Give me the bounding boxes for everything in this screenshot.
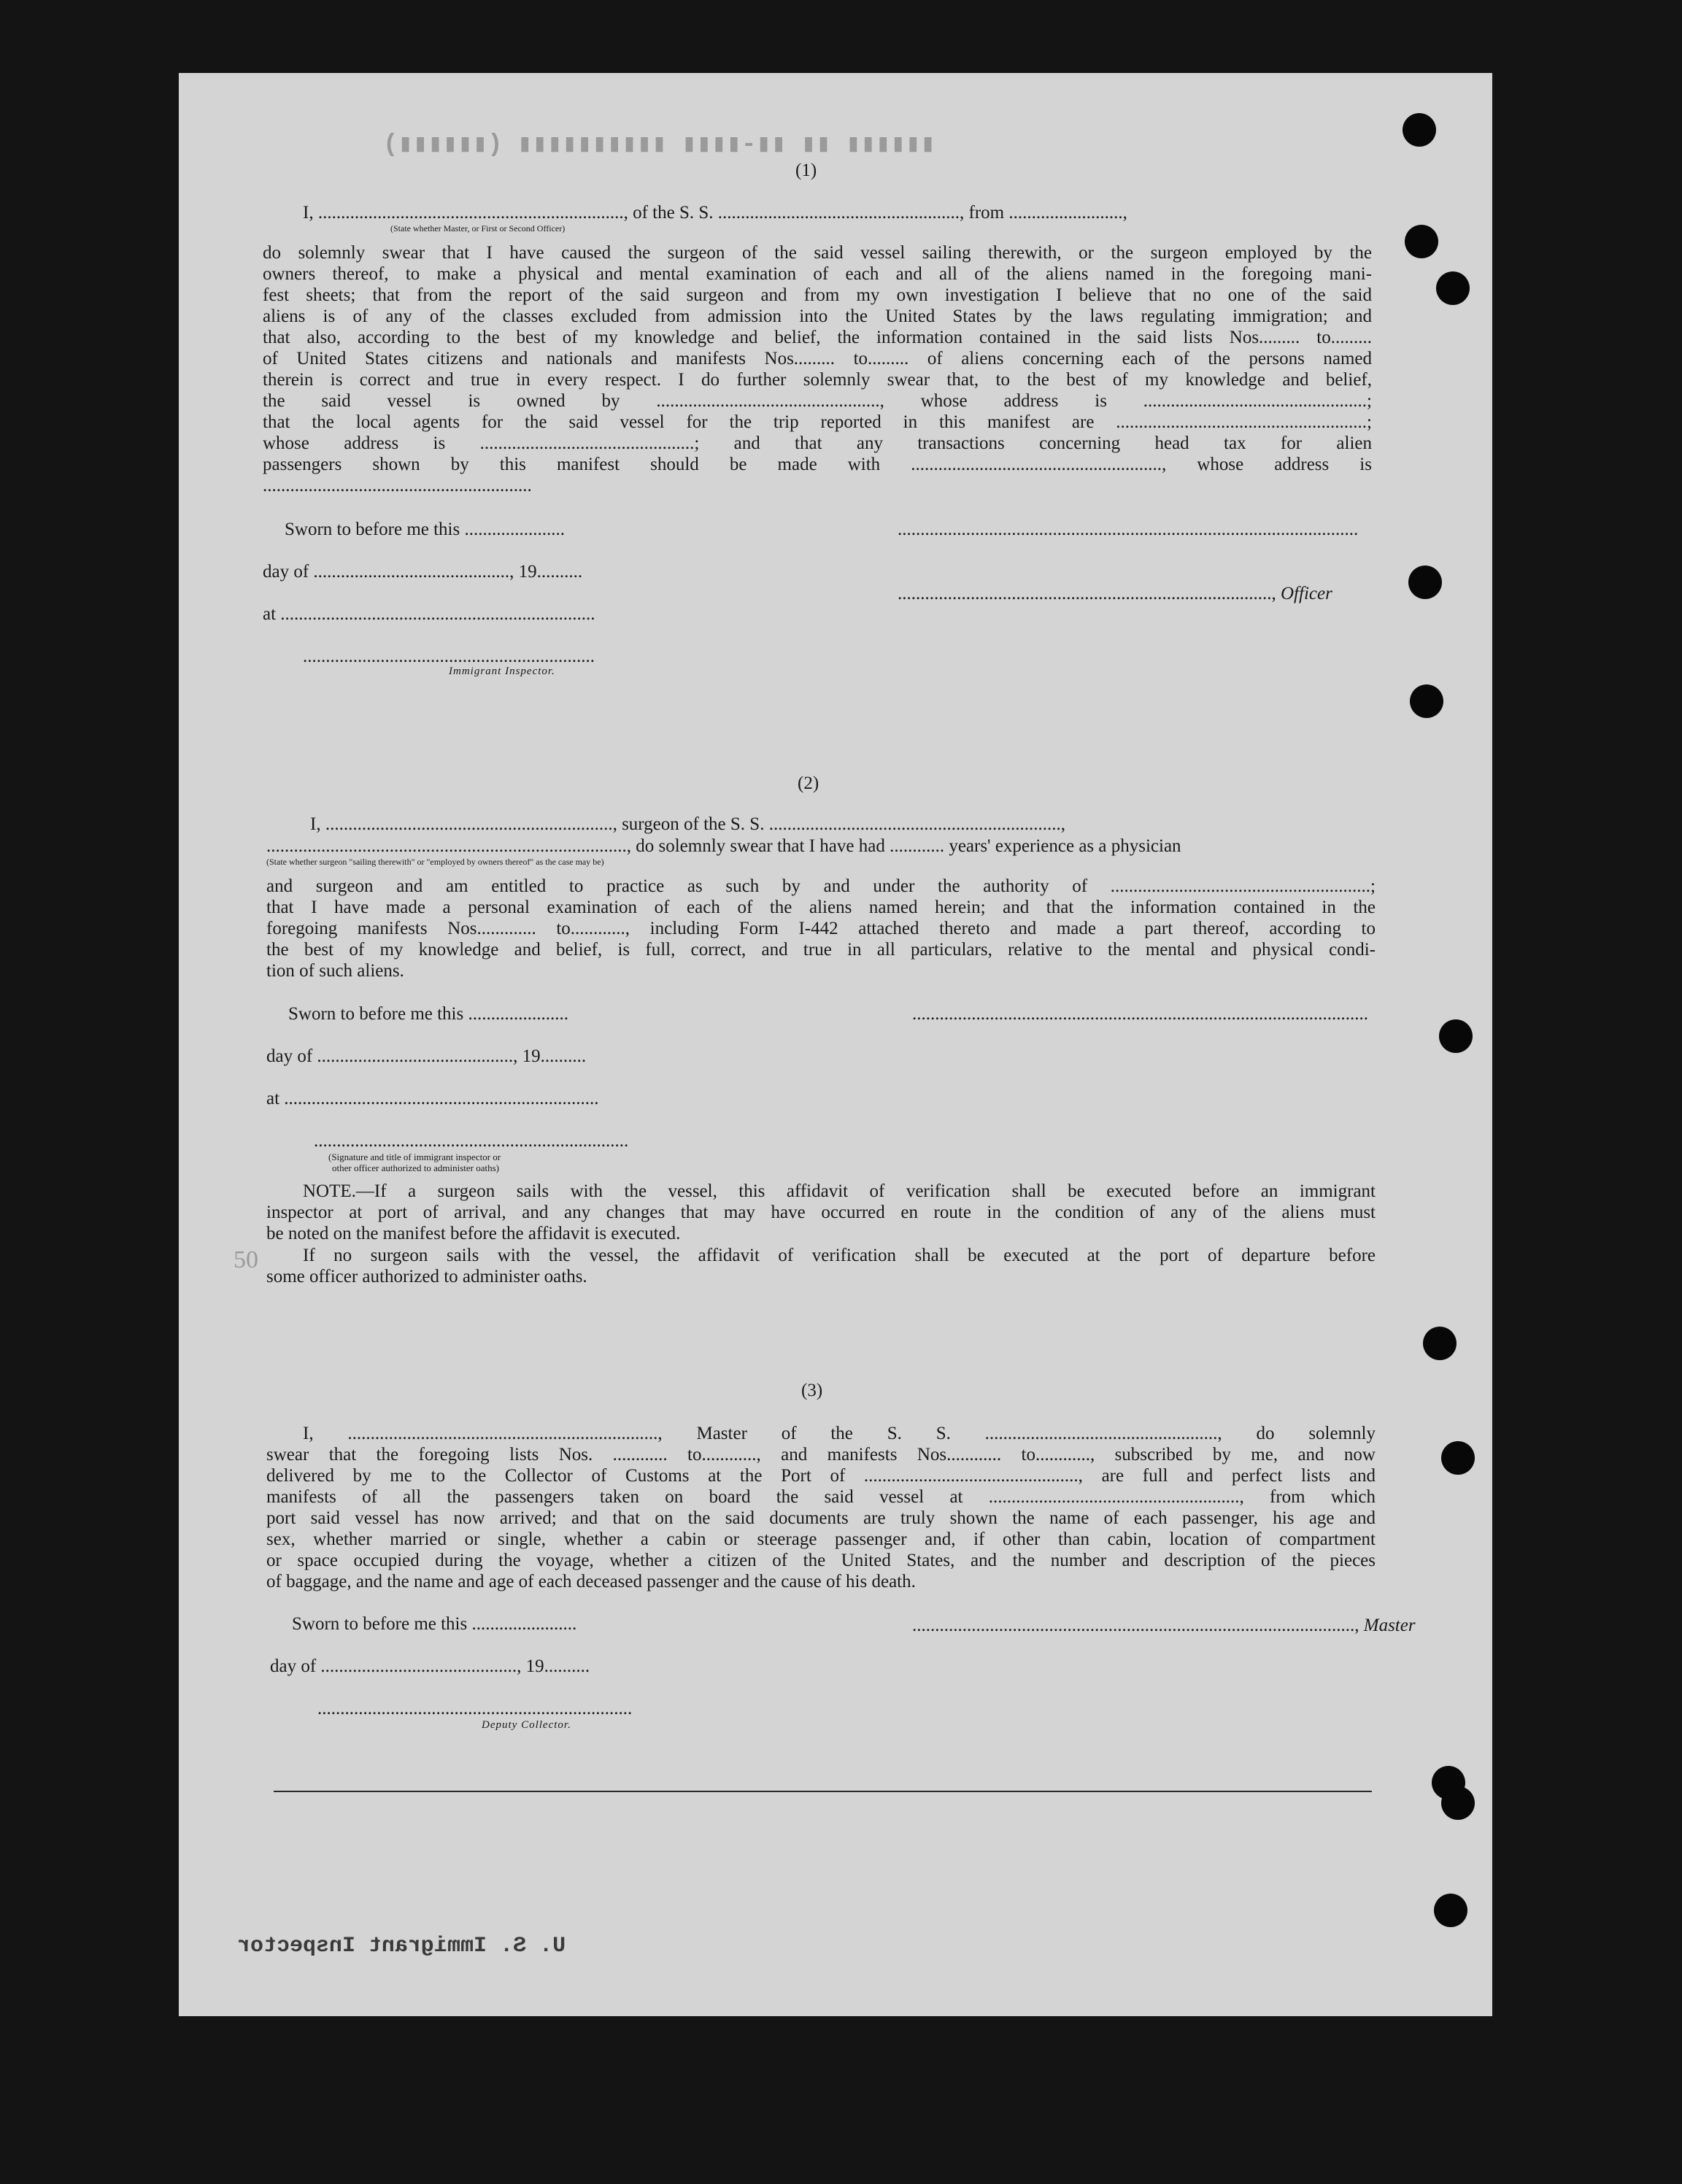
section-1-body-line: fest sheets; that from the report of the said surgeon and from my own investigation I believe that no one of the said	[263, 285, 1372, 305]
section-3-master-line: ................................................................................................., Master	[912, 1616, 1416, 1635]
bleed-through-heading: ▮▮▮▮▮▮ ▮▮ ▮▮-▮▮▮▮ ▮▮▮▮▮▮▮▮▮▮ (▮▮▮▮▮▮)	[383, 131, 935, 159]
section-2-inspector-signature-line: .....................................................................	[314, 1131, 629, 1151]
punch-hole	[1403, 113, 1436, 147]
punch-hole	[1439, 1019, 1473, 1053]
section-1-officer-signature-line: .....................................................................................................	[898, 520, 1359, 539]
section-1-body-line: do solemnly swear that I have caused the surgeon of the said vessel sailing therewith, or the surgeon employed by the	[263, 243, 1372, 263]
section-2-body-line: foregoing manifests Nos............. to............, including Form I-442 attached thereto and made a part thereof, according to	[266, 919, 1376, 938]
section-1-body-line: that the local agents for the said vessel for the trip reported in this manifest are .......................................................;	[263, 412, 1372, 432]
section-3-body-line: I, ...................................................................., Master of the S. S. ..................................................., do solemnly	[303, 1424, 1376, 1443]
immigrant-inspector-caption: Immigrant Inspector.	[449, 665, 555, 677]
section-2-first-line: I, ..............................................................., surgeon of the S. S. ................................................................,	[310, 814, 1065, 834]
section-1-first-line: I, ..................................................................., of the S. S. ....................................................., from .........................,	[303, 203, 1127, 223]
section-2-body-line: the best of my knowledge and belief, is full, correct, and true in all particulars, relative to the mental and physical condi-	[266, 940, 1376, 960]
section-2-sworn-line: Sworn to before me this ......................	[288, 1004, 568, 1024]
section-2-second-line: ..............................................................................., do solemnly swear that I have had ............ years' experience as a physician	[266, 836, 1181, 856]
section-1-body-line: aliens is of any of the classes excluded from admission into the United States by the laws regulating immigration; and	[263, 306, 1372, 326]
section-3-body-line: port said vessel has now arrived; and that on the said documents are truly shown the name of each passenger, his age and	[266, 1508, 1376, 1528]
section-2-signature-caption: other officer authorized to administer oaths)	[332, 1162, 499, 1173]
section-2-surgeon-signature-line: ....................................................................................................	[912, 1004, 1368, 1024]
note-line: If no surgeon sails with the vessel, the affidavit of verification shall be executed at the port of departure before	[303, 1246, 1376, 1265]
deputy-collector-caption: Deputy Collector.	[482, 1719, 571, 1731]
section-1-body-line: passengers shown by this manifest should be made with ......................................................., whose address is	[263, 455, 1372, 474]
section-2-number: (2)	[798, 773, 819, 793]
section-2-body-line: tion of such aliens.	[266, 961, 404, 981]
section-1-body-line: ...........................................................	[263, 476, 532, 495]
punch-hole	[1423, 1327, 1457, 1360]
punch-hole	[1441, 1441, 1475, 1475]
punch-hole	[1405, 225, 1438, 258]
section-2-day-line: day of ..........................................., 19..........	[266, 1046, 587, 1066]
section-3-body-line: delivered by me to the Collector of Customs at the Port of ..............................................., are full and perfect lists and	[266, 1466, 1376, 1486]
section-3-body-line: of baggage, and the name and age of each deceased passenger and the cause of his death.	[266, 1572, 916, 1591]
role-label: Officer	[1281, 584, 1332, 603]
section-3-body-line: manifests of all the passengers taken on board the said vessel at ......................................................., from which	[266, 1487, 1376, 1507]
section-3-body-line: or space occupied during the voyage, whether a citizen of the United States, and the number and description of the pieces	[266, 1551, 1376, 1570]
punch-hole	[1436, 271, 1470, 305]
section-1-at-line: at .....................................................................	[263, 604, 595, 624]
section-1-officer-line: .................................................................................., Officer	[898, 584, 1332, 603]
role-label: Master	[1363, 1616, 1416, 1635]
section-1-body-line: whose address is ...............................................; and that any transactions concerning head tax for alien	[263, 433, 1372, 453]
section-3-number: (3)	[801, 1381, 823, 1400]
note-line: be noted on the manifest before the affidavit is executed.	[266, 1224, 681, 1243]
manifest-verification-page	[179, 73, 1492, 2016]
section-3-day-line: day of ..........................................., 19..........	[270, 1656, 590, 1676]
section-1-body-line: of United States citizens and nationals and manifests Nos......... to......... of aliens concerning each of the persons named	[263, 349, 1372, 368]
margin-mark: 50	[234, 1246, 258, 1273]
section-3-collector-signature-line: .....................................................................	[317, 1699, 633, 1718]
section-1-body-line: that also, according to the best of my knowledge and belief, the information contained in the said lists Nos......... to.........	[263, 328, 1372, 347]
punch-hole	[1410, 684, 1443, 718]
section-3-body-line: swear that the foregoing lists Nos. ............ to............, and manifests Nos............ to............, subscribed by me, and now	[266, 1445, 1376, 1465]
section-3-body-line: sex, whether married or single, whether a cabin or steerage passenger and, if other than cabin, location of compartment	[266, 1529, 1376, 1549]
section-2-signature-caption: (Signature and title of immigrant inspector or	[328, 1151, 501, 1162]
section-1-body-line: owners thereof, to make a physical and mental examination of each and all of the aliens named in the foregoing mani-	[263, 264, 1372, 284]
note-line: inspector at port of arrival, and any changes that may have occurred en route in the condition of any of the aliens must	[266, 1203, 1376, 1222]
section-2-surgeon-note: (State whether surgeon "sailing therewith" or "employed by owners thereof" as the case may be)	[266, 857, 604, 867]
section-2-at-line: at .....................................................................	[266, 1089, 599, 1108]
section-1-day-line: day of ..........................................., 19..........	[263, 562, 583, 582]
bottom-rule	[274, 1791, 1372, 1792]
punch-hole	[1441, 1786, 1475, 1820]
section-1-sworn-line: Sworn to before me this ......................	[285, 520, 565, 539]
section-2-body-line: that I have made a personal examination of each of the aliens named herein; and that the information contained in the	[266, 898, 1376, 917]
inspector-stamp: U. S. Immigrant Inspector	[237, 1934, 566, 1959]
section-1-body-line: the said vessel is owned by ................................................., whose address is .................................................;	[263, 391, 1372, 411]
section-1-inspector-signature-line: ................................................................	[303, 647, 595, 666]
punch-hole	[1434, 1894, 1467, 1927]
section-1-number: (1)	[795, 161, 817, 180]
section-3-sworn-line: Sworn to before me this .......................	[292, 1614, 577, 1634]
section-2-body-line: and surgeon and am entitled to practice as such by and under the authority of .........................................................;	[266, 876, 1376, 896]
note-line: some officer authorized to administer oaths.	[266, 1267, 587, 1286]
section-1-title-note: (State whether Master, or First or Second Officer)	[390, 223, 566, 234]
note-line: NOTE.—If a surgeon sails with the vessel, this affidavit of verification shall be executed before an immigrant	[303, 1181, 1376, 1201]
punch-hole	[1408, 566, 1442, 599]
section-1-body-line: therein is correct and true in every respect. I do further solemnly swear that, to the best of my knowledge and belief,	[263, 370, 1372, 390]
